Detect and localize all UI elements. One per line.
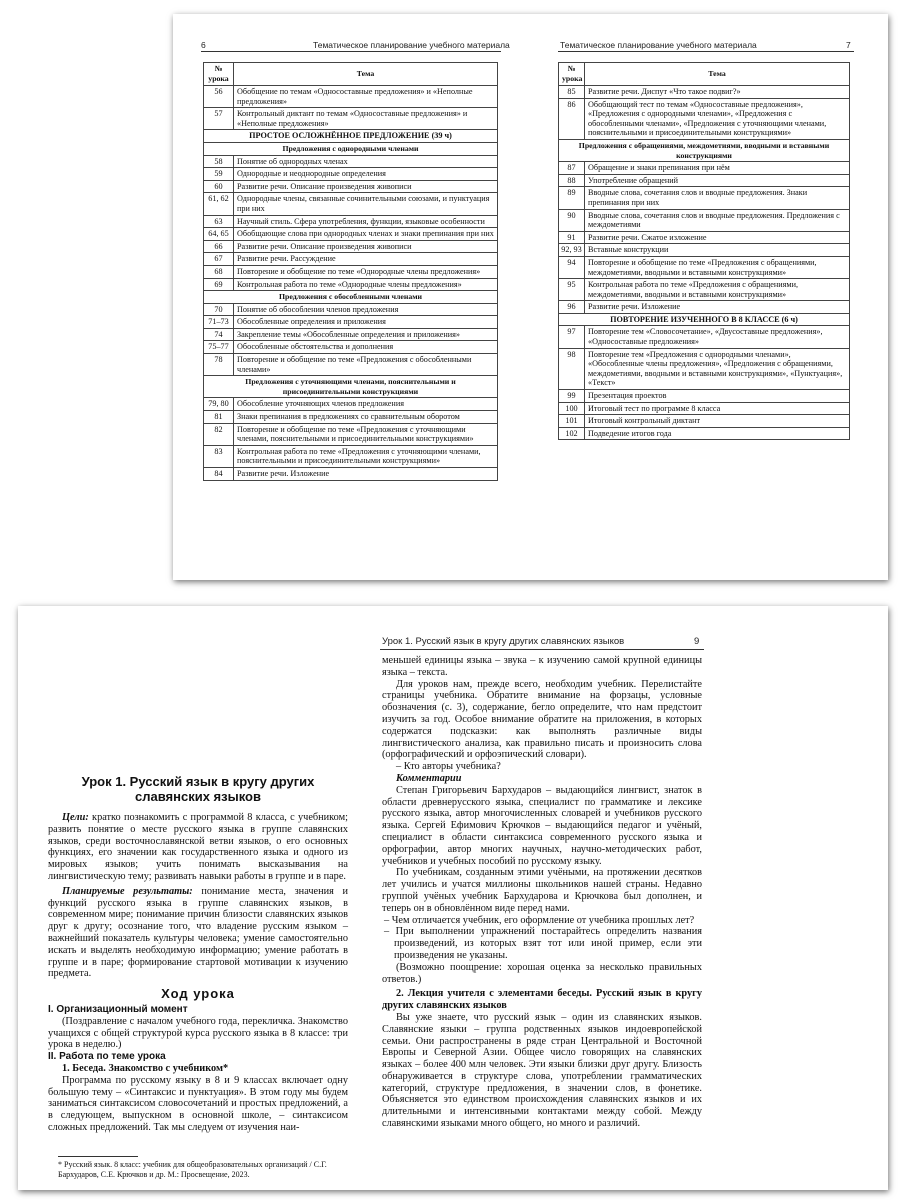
question: – Чем отличается учебник, его оформление от учебника прошлых лет?	[384, 914, 695, 926]
page-number: 9	[694, 636, 700, 647]
lesson-number: 100	[559, 402, 585, 415]
section-2-title: II. Работа по теме урока	[48, 1051, 166, 1063]
table-row	[204, 108, 498, 130]
table-row	[204, 265, 498, 278]
lesson-number: 101	[559, 415, 585, 428]
table-row	[559, 279, 850, 301]
paragraph: Для уроков нам, прежде всего, необходим учебник. Перелистайте страницы учебника. Обратите внимание на форзацы, условные обозначения (с. 3), содержание, бегло определите, что нам предстоит изучить за год. Особое внимание обратите на приложения, в которых содержатся подсказки: как выполнять различные виды лингвистического анализа, как правильно писать и произносить слова (орфографический и орфоэпический словари).	[382, 678, 702, 761]
lesson-topic: Развитие речи. Изложение	[234, 468, 498, 481]
lesson-topic: Вводные слова, сочетания слов и вводные предложения. Предложения с междометиями	[585, 209, 850, 231]
lesson-topic: Однородные члены, связанные сочинительными союзами, и пунктуация при них	[234, 193, 498, 215]
lesson-number: 75–77	[204, 341, 234, 354]
table-row	[559, 301, 850, 314]
lesson-topic: Развитие речи. Описание произведения живописи	[234, 180, 498, 193]
table-row	[204, 468, 498, 481]
lesson-topic: Презентация проектов	[585, 390, 850, 403]
subsection-1-text: Программа по русскому языку в 8 и 9 классах включает одну большую тему – «Синтаксис и пунктуация». В этом году мы будем заниматься синтаксисом словосочетаний и простых предложений, а в следующем, выпускном в основной школе, – синтаксисом сложных предложений. Так мы следуем от изучения наи-	[48, 1074, 348, 1133]
col-header-num: № урока	[559, 63, 585, 86]
section-1-title: I. Организационный момент	[48, 1003, 188, 1015]
lesson-number: 68	[204, 265, 234, 278]
lesson-topic: Контрольная работа по теме «Однородные члены предложения»	[234, 278, 498, 291]
lesson-number: 95	[559, 279, 585, 301]
lesson-number: 84	[204, 468, 234, 481]
lesson-topic: Контрольная работа по теме «Предложения с обращениями, междометиями, вводными и вставными конструкциями»	[585, 279, 850, 301]
table-row	[559, 162, 850, 175]
table-row	[204, 86, 498, 108]
header-rule	[201, 51, 501, 52]
subsection-heading: Предложения с обращениями, междометиями, вводными и вставными конструкциями	[559, 139, 850, 161]
lesson-number: 89	[559, 187, 585, 209]
lesson-topic: Итоговый контрольный диктант	[585, 415, 850, 428]
header-rule	[558, 51, 854, 52]
lesson-number: 64, 65	[204, 228, 234, 241]
lesson-number: 59	[204, 168, 234, 181]
lesson-topic: Контрольная работа по теме «Предложения с уточняющими членами, пояснительными и присоединительными конструкциями»	[234, 445, 498, 467]
lesson-number: 60	[204, 180, 234, 193]
lesson-number: 67	[204, 253, 234, 266]
lesson-topic: Обращение и знаки препинания при нём	[585, 162, 850, 175]
lesson-topic: Обособленные обстоятельства и дополнения	[234, 341, 498, 354]
lesson-number: 85	[559, 86, 585, 99]
results-paragraph	[48, 886, 348, 980]
subsection-heading: Предложения с уточняющими членами, пояснительными и присоединительными конструкциями	[204, 376, 498, 398]
subsection-1-title: 1. Беседа. Знакомство с учебником*	[62, 1062, 229, 1074]
table-row	[559, 402, 850, 415]
lesson-topic: Повторение тем «Предложения с однородными членами», «Обособленные члены предложения», «Предложения с обращениями, междометиями, вводными и вставными конструкциями», «Пунктуация», «Текст»	[585, 348, 850, 389]
paragraph: (Возможно поощрение: хорошая оценка за несколько правильных ответов.)	[382, 961, 702, 985]
lesson-number: 94	[559, 256, 585, 278]
table-row	[204, 423, 498, 445]
lesson-topic: Развитие речи. Изложение	[585, 301, 850, 314]
lesson-number: 69	[204, 278, 234, 291]
lesson-number: 87	[559, 162, 585, 175]
lesson-topic: Обособленные определения и приложения	[234, 316, 498, 329]
table-row	[559, 415, 850, 428]
paragraph: меньшей единицы языка – звука – к изучению самой крупной единицы языка – текста.	[382, 655, 702, 678]
lesson-topic: Повторение и обобщение по теме «Предложения с обособленными членами»	[234, 354, 498, 376]
table-row	[204, 354, 498, 376]
table-row	[204, 215, 498, 228]
paragraph: Степан Григорьевич Бархударов – выдающийся лингвист, знаток в области древнерусского языка, специалист по грамматике и лексике русского языка, автор многочисленных словарей и учебников русского языка. Сергей Ефимович Крючков – выдающийся педагог и учёный, специалист в области синтаксиса современного русского языка и орфографии, автор многих научных, научно-методических работ, учебников и учебных пособий по русскому языку.	[382, 784, 702, 867]
table-row	[204, 411, 498, 424]
table-row	[559, 174, 850, 187]
comments-label: Комментарии	[396, 772, 462, 784]
lesson-topic: Обобщающий тест по темам «Односоставные предложения», «Предложения с однородными членами», «Предложения с обособленными членами», «Предложения с уточняющими членами, пояснительными и присоединительными конструкциями»	[585, 98, 850, 139]
goals-label: Цели:	[62, 812, 89, 823]
lesson-topic: Понятие об обособлении членов предложения	[234, 303, 498, 316]
footnote-rule	[58, 1156, 138, 1157]
table-row	[559, 86, 850, 99]
lesson-topic: Подведение итогов года	[585, 427, 850, 440]
subsection-row	[204, 376, 498, 398]
lesson-topic: Развитие речи. Рассуждение	[234, 253, 498, 266]
lesson-number: 61, 62	[204, 193, 234, 215]
plan-table-right	[558, 62, 850, 440]
footnote: * Русский язык. 8 класс: учебник для общеобразовательных организаций / С.Г. Бархударов, С.Е. Крючков и др. М.: Просвещение, 2023.	[58, 1160, 327, 1179]
lesson-number: 83	[204, 445, 234, 467]
subsection-heading: Предложения с обособленными членами	[204, 291, 498, 304]
lesson-number: 99	[559, 390, 585, 403]
table-row	[559, 231, 850, 244]
question: – При выполнении упражнений постарайтесь определить названия произведений, из которых взят тот или иной пример, если эти произведения не указаны.	[384, 926, 702, 961]
lesson-number: 57	[204, 108, 234, 130]
lesson-number: 86	[559, 98, 585, 139]
subsection-row	[204, 142, 498, 155]
lesson-topic: Однородные и неоднородные определения	[234, 168, 498, 181]
lesson-topic: Употребление обращений	[585, 174, 850, 187]
running-head: Тематическое планирование учебного материала	[560, 40, 757, 50]
lesson-topic: Вставные конструкции	[585, 244, 850, 257]
lesson-number: 78	[204, 354, 234, 376]
page-6	[173, 14, 530, 580]
table-row	[204, 341, 498, 354]
running-head: Урок 1. Русский язык в кругу других славянских языков	[382, 636, 625, 647]
page-number: 7	[846, 40, 851, 50]
plan-table-left	[203, 62, 498, 481]
page-9-text	[382, 655, 702, 1130]
subsection-row	[559, 139, 850, 161]
lesson-number: 96	[559, 301, 585, 314]
table-row	[559, 98, 850, 139]
lesson-topic: Закрепление темы «Обособленные определения и приложения»	[234, 328, 498, 341]
lesson-number: 97	[559, 326, 585, 348]
lesson-number: 90	[559, 209, 585, 231]
lesson-number: 71–73	[204, 316, 234, 329]
section-1-text: (Поздравление с началом учебного года, перекличка. Знакомство учащихся с общей структурой курса русского языка в 8 классе: три урока в неделю.)	[48, 1015, 348, 1051]
lesson-number: 91	[559, 231, 585, 244]
table-row	[559, 348, 850, 389]
col-header-topic: Тема	[585, 63, 850, 86]
paragraph: Вы уже знаете, что русский язык – один из славянских языков. Славянские языки – группа родственных языков индоевропейской семьи. Они распространены в ряде стран Центральной и Восточной Европы и Северной Азии. Общее число говорящих на славянских языках – более 400 млн человек. Эти языки близки друг другу. Близость обнаруживается в структуре слова, употреблении грамматических категорий, структуре предложения, в значении слов, в фонетике. Объясняется это единством происхождения славянских языков и их длительными и интенсивными контактами между собой. Между славянскими языками много общего, но много и различий.	[382, 1011, 702, 1130]
subsection-2-title: 2. Лекция учителя с элементами беседы. Русский язык в кругу других славянских языков	[382, 988, 702, 1012]
lesson-number: 81	[204, 411, 234, 424]
lesson-number: 66	[204, 240, 234, 253]
lesson-number: 70	[204, 303, 234, 316]
table-row	[559, 209, 850, 231]
table-row	[204, 155, 498, 168]
subsection-heading: Предложения с однородными членами	[204, 142, 498, 155]
table-row	[559, 244, 850, 257]
lesson-topic: Повторение и обобщение по теме «Однородные члены предложения»	[234, 265, 498, 278]
table-row	[204, 180, 498, 193]
lesson-topic: Научный стиль. Сфера употребления, функции, языковые особенности	[234, 215, 498, 228]
running-head: Тематическое планирование учебного материала	[313, 40, 510, 50]
table-row	[204, 278, 498, 291]
table-row	[559, 427, 850, 440]
table-row	[204, 398, 498, 411]
lesson-number: 98	[559, 348, 585, 389]
lesson-number: 74	[204, 328, 234, 341]
lesson-topic: Понятие об однородных членах	[234, 155, 498, 168]
results-text: понимание места, значения и функций русского языка в группе славянских языков, в современном мире; понимание причин близости славянских языков друг к другу; осознание того, что владение русским языком – важнейший показатель культуры человека; умение самостоятельно искать и выделять необходимую информацию; умение работать в группе и в паре; формирование стартовой мотивации к изучению предмета.	[48, 885, 348, 980]
lesson-topic: Обобщение по темам «Односоставные предложения» и «Неполные предложения»	[234, 86, 498, 108]
bottom-spread	[18, 606, 888, 1190]
table-row	[559, 187, 850, 209]
table-row	[204, 316, 498, 329]
section-heading: ПРОСТОЕ ОСЛОЖНЁННОЕ ПРЕДЛОЖЕНИЕ (39 ч)	[204, 130, 498, 143]
lesson-title: Урок 1. Русский язык в кругу других славянских языков	[81, 774, 315, 804]
lesson-topic: Повторение и обобщение по теме «Предложения с уточняющими членами, пояснительными и присоединительными конструкциями»	[234, 423, 498, 445]
goals-paragraph	[48, 812, 348, 883]
lesson-topic: Развитие речи. Описание произведения живописи	[234, 240, 498, 253]
results-label: Планируемые результаты:	[62, 885, 193, 897]
section-row	[559, 313, 850, 326]
table-row	[204, 328, 498, 341]
table-row	[204, 253, 498, 266]
lesson-topic: Знаки препинания в предложениях со сравнительным оборотом	[234, 411, 498, 424]
table-row	[204, 193, 498, 215]
table-row	[204, 445, 498, 467]
lesson-topic: Обобщающие слова при однородных членах и знаки препинания при них	[234, 228, 498, 241]
table-row	[204, 168, 498, 181]
lesson-topic: Повторение тем «Словосочетание», «Двусоставные предложения», «Односоставные предложения»	[585, 326, 850, 348]
lesson-topic: Обособление уточняющих членов предложения	[234, 398, 498, 411]
lesson-topic: Развитие речи. Сжатое изложение	[585, 231, 850, 244]
goals-text: кратко познакомить с программой 8 класса, с учебником; развить понятие о месте русского языка в группе славянских языков, среди восточнославянской ветви языков, о его основных функциях, его значении как государственного языка и одного из мировых языков; учить понимать высказывания на лингвистическую тему; развивать навыки работы в группе и в паре.	[48, 812, 348, 882]
table-row	[559, 326, 850, 348]
col-header-num: № урока	[204, 63, 234, 86]
section-heading: ПОВТОРЕНИЕ ИЗУЧЕННОГО В 8 КЛАССЕ (6 ч)	[559, 313, 850, 326]
lesson-number: 79, 80	[204, 398, 234, 411]
lesson-number: 56	[204, 86, 234, 108]
table-row	[559, 390, 850, 403]
lesson-topic: Итоговый тест по программе 8 класса	[585, 402, 850, 415]
subsection-row	[204, 291, 498, 304]
table-row	[204, 240, 498, 253]
lesson-number: 92, 93	[559, 244, 585, 257]
lesson-number: 102	[559, 427, 585, 440]
header-rule	[380, 649, 704, 650]
table-row	[559, 256, 850, 278]
page-7	[530, 14, 888, 580]
lesson-topic: Повторение и обобщение по теме «Предложения с обращениями, междометиями, вводными и вставными конструкциями»	[585, 256, 850, 278]
table-row	[204, 303, 498, 316]
lesson-number: 88	[559, 174, 585, 187]
lesson-number: 58	[204, 155, 234, 168]
page-8-text	[48, 774, 348, 1134]
col-header-topic: Тема	[234, 63, 498, 86]
lesson-topic: Развитие речи. Диспут «Что такое подвиг?»	[585, 86, 850, 99]
lesson-number: 63	[204, 215, 234, 228]
section-row	[204, 130, 498, 143]
question: – Кто авторы учебника?	[396, 761, 501, 773]
paragraph: По учебникам, созданным этими учёными, на протяжении десятков лет учились и учатся миллионы школьников нашей страны. Недавно группой учёных учебник Бархударова и Крючкова был дополнен, и теперь он в обновлённом виде перед нами.	[382, 867, 702, 914]
course-heading: Ход урока	[161, 986, 235, 1002]
top-spread	[173, 14, 888, 580]
lesson-number: 82	[204, 423, 234, 445]
lesson-topic: Вводные слова, сочетания слов и вводные предложения. Знаки препинания при них	[585, 187, 850, 209]
table-row	[204, 228, 498, 241]
page-number: 6	[201, 40, 206, 50]
lesson-topic: Контрольный диктант по темам «Односоставные предложения» и «Неполные предложения»	[234, 108, 498, 130]
